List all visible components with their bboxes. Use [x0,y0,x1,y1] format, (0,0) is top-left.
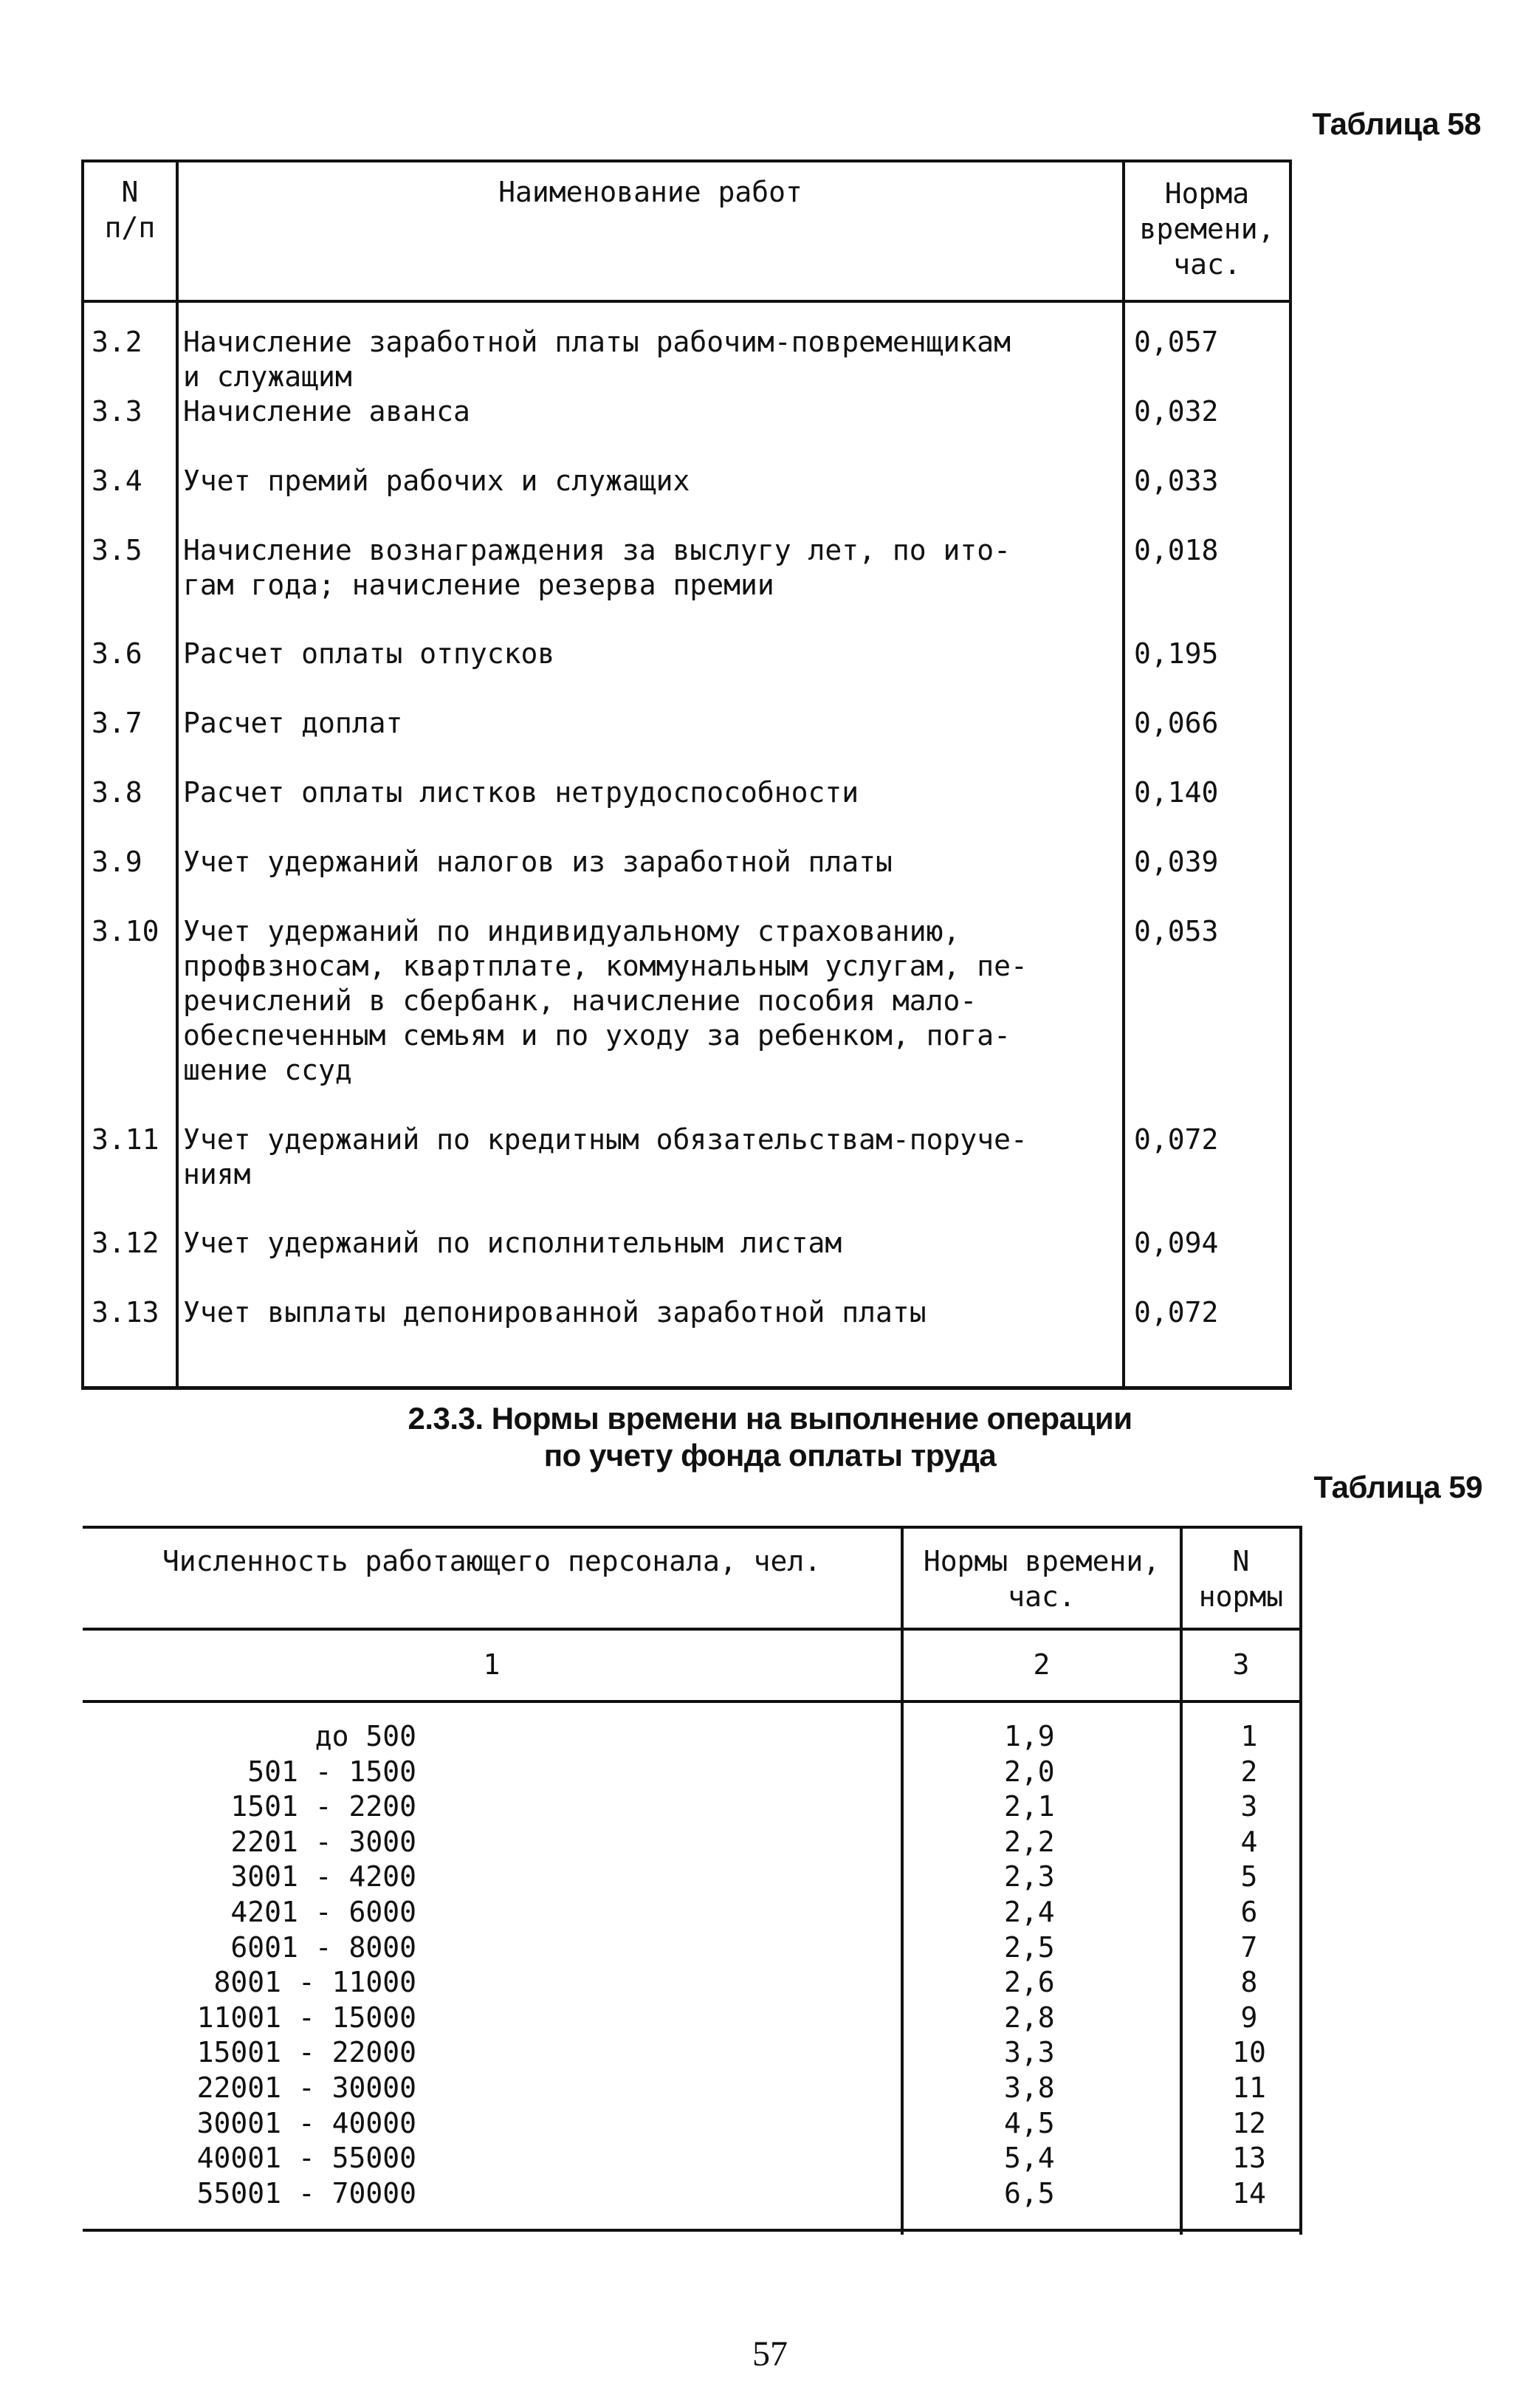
page-number: 57 [752,2334,788,2374]
time-norm: 2,8 [1004,2001,1055,2034]
norm-number: 14 [1232,2176,1266,2210]
time-norm: 6,5 [1004,2176,1055,2210]
table-row [84,684,1289,753]
work-name: Начисление заработной платы рабочим-повременщикам и служащим [183,326,1011,393]
norm-number: 9 [1240,2001,1258,2034]
table-row [84,753,1289,823]
staff-range: 11001 - 15000 [196,2001,416,2034]
time-norm: 5,4 [1004,2142,1055,2175]
staff-range: до 500 [314,1720,416,1752]
table-row [84,614,1289,684]
work-name: Начисление вознаграждения за выслугу лет, по ито- гам года; начисление резерва премии [183,534,1011,601]
work-name: Расчет доплат [183,707,403,739]
norm-number: 8 [1240,1966,1258,1999]
norm-number: 7 [1240,1930,1258,1964]
table-row [84,1204,1289,1273]
table-59-body [83,1719,1302,2211]
row-number: 3.5 [92,534,142,566]
table-row [84,823,1289,892]
work-name: Учет премий рабочих и служащих [183,465,690,497]
table-row [83,1860,1302,1895]
time-norm: 0,195 [1134,637,1219,670]
time-norm: 0,033 [1134,465,1219,497]
work-name: Учет удержаний по кредитным обязательствам-поруче- ниям [183,1123,1028,1190]
table-row [83,2106,1302,2142]
time-norm: 3,3 [1004,2036,1055,2069]
time-norm: 0,057 [1134,326,1219,358]
header-staff-count: Численность работающего персонала, чел. [162,1545,822,1577]
time-norm: 0,140 [1134,776,1219,809]
column-number: 2 [1033,1648,1051,1681]
table-row [84,372,1289,442]
row-number: 3.11 [92,1123,159,1156]
staff-range: 501 - 1500 [247,1755,416,1788]
norm-number: 10 [1232,2036,1266,2069]
staff-range: 30001 - 40000 [196,2106,416,2139]
table-59-caption: Таблица 59 [1313,1470,1482,1504]
time-norm: 2,5 [1004,1930,1055,1964]
table-58 [81,160,1292,1390]
header-time-norm: Норма времени, час. [1139,177,1275,281]
row-number: 3.9 [92,846,142,878]
staff-range: 40001 - 55000 [196,2142,416,2175]
table-58-caption: Таблица 58 [1312,106,1481,141]
row-number: 3.6 [92,637,142,670]
table-row [84,303,1289,393]
row-number: 3.7 [92,707,142,739]
staff-range: 8001 - 11000 [213,1966,416,1999]
time-norm: 0,072 [1134,1123,1219,1156]
table-row [83,1719,1302,1755]
header-norm-number: N нормы [1198,1545,1284,1613]
norm-number: 2 [1240,1755,1258,1788]
table-row [83,1930,1302,1966]
table-58-body [84,303,1289,1343]
norm-number: 5 [1240,1860,1258,1893]
norm-number: 1 [1240,1720,1258,1752]
norm-number: 4 [1240,1825,1258,1858]
table-row [83,1965,1302,2001]
section-title-line-1: 2.3.3. Нормы времени на выполнение операции [408,1401,1132,1436]
norm-number: 13 [1232,2142,1266,2175]
time-norm: 2,0 [1004,1755,1055,1788]
staff-range: 4201 - 6000 [230,1895,416,1928]
time-norm: 2,3 [1004,1860,1055,1893]
time-norm: 0,094 [1134,1227,1219,1259]
norm-number: 3 [1240,1790,1258,1823]
norm-number: 6 [1240,1895,1258,1928]
row-number: 3.12 [92,1227,159,1259]
table-row [84,1273,1289,1343]
time-norm: 3,8 [1004,2071,1055,2104]
time-norm: 0,018 [1134,534,1219,566]
section-title [0,1400,1540,1474]
header-num: N п/п [104,176,156,244]
table-top-rule [83,1526,1302,1529]
work-name: Учет выплаты депонированной заработной платы [183,1296,927,1329]
time-norm: 0,039 [1134,846,1219,878]
table-column-number-rule [83,1700,1302,1703]
row-number: 3.10 [92,915,159,947]
table-row [84,1100,1289,1204]
section-title-line-2: по учету фонда оплаты труда [543,1438,997,1473]
work-name: Расчет оплаты отпусков [183,637,555,670]
staff-range: 15001 - 22000 [196,2036,416,2069]
work-name: Учет удержаний по исполнительным листам [183,1227,842,1259]
table-row [83,2071,1302,2106]
time-norm: 2,1 [1004,1790,1055,1823]
work-name: Учет удержаний налогов из заработной платы [183,846,893,878]
table-row [83,2176,1302,2212]
work-name: Расчет оплаты листков нетрудоспособности [183,776,859,809]
table-header-rule [83,1628,1302,1631]
table-row [83,1755,1302,1790]
norm-number: 12 [1232,2106,1266,2139]
table-row [83,2141,1302,2176]
time-norm: 2,2 [1004,1825,1055,1858]
table-59 [83,1526,1302,2235]
time-norm: 2,4 [1004,1895,1055,1928]
time-norm: 4,5 [1004,2106,1055,2139]
row-number: 3.4 [92,465,142,497]
work-name: Начисление аванса [183,395,470,428]
header-time-norms: Нормы времени, час. [923,1545,1161,1613]
staff-range: 22001 - 30000 [196,2071,416,2104]
staff-range: 3001 - 4200 [230,1860,416,1893]
table-row [83,2001,1302,2036]
table-row [83,2035,1302,2071]
table-row [83,1825,1302,1860]
staff-range: 55001 - 70000 [196,2176,416,2210]
time-norm: 0,072 [1134,1296,1219,1329]
time-norm: 0,032 [1134,395,1219,428]
row-number: 3.13 [92,1296,159,1329]
norm-number: 11 [1232,2071,1266,2104]
table-row [83,1895,1302,1930]
staff-range: 6001 - 8000 [230,1930,416,1964]
row-number: 3.2 [92,326,142,358]
table-row [84,892,1289,1100]
time-norm: 1,9 [1004,1720,1055,1752]
staff-range: 1501 - 2200 [230,1790,416,1823]
staff-range: 2201 - 3000 [230,1825,416,1858]
row-number: 3.8 [92,776,142,809]
row-number: 3.3 [92,395,142,428]
table-row [84,511,1289,614]
table-row [83,1789,1302,1825]
time-norm: 0,053 [1134,915,1219,947]
work-name: Учет удержаний по индивидуальному страхованию, профвзносам, квартплате, коммунальным услугам, пе- речислений в сбербанк, начисление пособия мало- обеспеченным семьям и по уходу за ребенком, пога- шение ссуд [183,915,1028,1086]
column-number: 1 [483,1648,501,1681]
table-bottom-rule [83,2229,1302,2232]
time-norm: 0,066 [1134,707,1219,739]
header-work-name: Наименование работ [498,176,802,208]
time-norm: 2,6 [1004,1966,1055,1999]
column-number: 3 [1232,1648,1250,1681]
table-row [84,442,1289,511]
